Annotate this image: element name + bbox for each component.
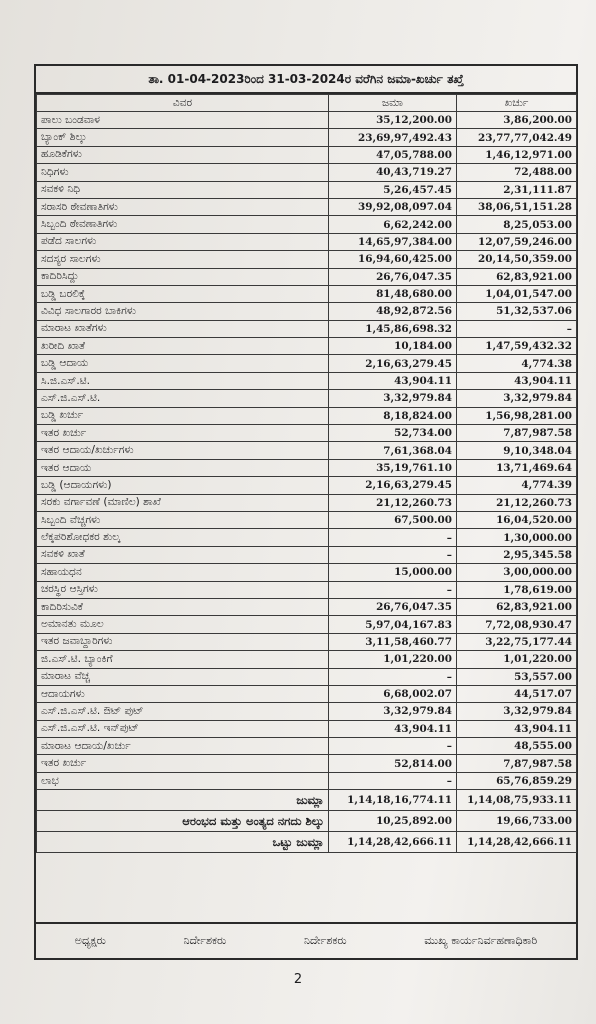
row-receipt: –: [329, 738, 457, 755]
table-row: [37, 616, 577, 633]
row-label: ಪಾಲು ಬಂಡವಾಳ: [37, 112, 329, 129]
table-header-row: [37, 95, 577, 112]
row-receipt: 35,12,200.00: [329, 112, 457, 129]
row-payment: 12,07,59,246.00: [457, 233, 577, 250]
table-row: [37, 233, 577, 250]
row-label: ಆರಂಭದ ಮತ್ತು ಅಂತ್ಯದ ನಗದು ಶಿಲ್ಕು: [37, 811, 329, 832]
row-receipt: 35,19,761.10: [329, 459, 457, 476]
statement-title: ತಾ. 01-04-2023ರಿಂದ 31-03-2024ರ ವರೆಗಿನ ಜಮಾ-ಖರ್ಚು ತಖ್ತೆ: [36, 66, 576, 94]
row-label: ಇತರ ಖರ್ಚು: [37, 425, 329, 442]
table-row: [37, 738, 577, 755]
row-payment: 23,77,77,042.49: [457, 129, 577, 146]
table-row: [37, 390, 577, 407]
row-label: ಸಿ.ಜಿ.ಎಸ್.ಟಿ.: [37, 372, 329, 389]
table-row: [37, 268, 577, 285]
row-label: ಸವಕಳಿ ನಿಧಿ: [37, 181, 329, 198]
table-body: [37, 112, 577, 853]
row-label: ಸಿಬ್ಬಂದಿ ವೆಚ್ಚಗಳು: [37, 511, 329, 528]
row-payment: 3,00,000.00: [457, 564, 577, 581]
table-row: [37, 511, 577, 528]
row-payment: 48,555.00: [457, 738, 577, 755]
row-payment: 3,22,75,177.44: [457, 633, 577, 650]
table-row: [37, 477, 577, 494]
table-row: [37, 303, 577, 320]
row-label: ಎಸ್.ಜಿ.ಎಸ್.ಟಿ. ಇನ್‌ಪುಟ್: [37, 720, 329, 737]
row-receipt: 7,61,368.04: [329, 442, 457, 459]
row-label: ಸರಾಸರಿ ಠೇವಣಾತಿಗಳು: [37, 198, 329, 215]
table-row: [37, 668, 577, 685]
row-label: ಇತರ ಖರ್ಚು: [37, 755, 329, 772]
row-payment: 1,14,08,75,933.11: [457, 790, 577, 811]
row-label: ಬಡ್ಡಿ (ಆದಾಯಗಳು): [37, 477, 329, 494]
row-label: ಸರಕು ವರ್ಗಾವಣೆ (ಮಾಣಿಲ) ಶಾಖೆ: [37, 494, 329, 511]
row-payment: 65,76,859.29: [457, 772, 577, 789]
row-payment: 1,01,220.00: [457, 651, 577, 668]
row-label: ಸವಕಳಿ ಖಾತೆ: [37, 546, 329, 563]
table-row: [37, 129, 577, 146]
row-payment: 4,774.38: [457, 355, 577, 372]
row-label: ಮಾರಾಟ ಖಾತೆಗಳು: [37, 320, 329, 337]
table-row: [37, 251, 577, 268]
row-label: ಸದಸ್ಯರ ಸಾಲಗಳು: [37, 251, 329, 268]
row-label: ಎಸ್.ಜಿ.ಎಸ್.ಟಿ. ಔಟ್ ಪುಟ್: [37, 703, 329, 720]
row-payment: 4,774.39: [457, 477, 577, 494]
row-label: ಒಟ್ಟು ಜುಮ್ಲಾ: [37, 832, 329, 853]
row-payment: 7,87,987.58: [457, 425, 577, 442]
row-payment: 43,904.11: [457, 372, 577, 389]
row-label: ಬಡ್ಡಿ ಖರ್ಚು: [37, 407, 329, 424]
row-payment: 7,87,987.58: [457, 755, 577, 772]
row-label: ಬಡ್ಡಿ ಆದಾಯ: [37, 355, 329, 372]
row-label: ಪಡೆದ ಸಾಲಗಳು: [37, 233, 329, 250]
row-receipt: 23,69,97,492.43: [329, 129, 457, 146]
table-row: [37, 338, 577, 355]
row-payment: 1,78,619.00: [457, 581, 577, 598]
row-label: ಇತರ ಆದಾಯ: [37, 459, 329, 476]
table-row: [37, 494, 577, 511]
row-payment: 72,488.00: [457, 164, 577, 181]
row-receipt: 5,97,04,167.83: [329, 616, 457, 633]
row-label: ಆದಾಯಗಳು: [37, 685, 329, 702]
table-row: [37, 772, 577, 789]
row-payment: 8,25,053.00: [457, 216, 577, 233]
row-receipt: 1,14,28,42,666.11: [329, 832, 457, 853]
row-payment: 7,72,08,930.47: [457, 616, 577, 633]
row-label: ಬ್ಯಾಂಕ್ ಶಿಲ್ಕು: [37, 129, 329, 146]
row-label: ಕಾದಿರಿಸುವಿಕೆ: [37, 598, 329, 615]
row-label: ಸಹಾಯಧನ: [37, 564, 329, 581]
row-receipt: 6,68,002.07: [329, 685, 457, 702]
table-row: [37, 112, 577, 129]
row-receipt: 2,16,63,279.45: [329, 355, 457, 372]
receipts-payments-table: [36, 94, 577, 853]
row-payment: 1,30,000.00: [457, 529, 577, 546]
row-label: ಅಮಾನತು ಮೂಲ: [37, 616, 329, 633]
row-receipt: 8,18,824.00: [329, 407, 457, 424]
row-receipt: 10,184.00: [329, 338, 457, 355]
row-payment: 1,14,28,42,666.11: [457, 832, 577, 853]
signatory-president: ಅಧ್ಯಕ್ಷರು: [74, 934, 106, 947]
row-receipt: 16,94,60,425.00: [329, 251, 457, 268]
row-payment: 62,83,921.00: [457, 268, 577, 285]
row-receipt: 26,76,047.35: [329, 598, 457, 615]
row-receipt: 39,92,08,097.04: [329, 198, 457, 215]
row-payment: 3,86,200.00: [457, 112, 577, 129]
header-particulars: ವಿವರ: [37, 95, 329, 112]
row-payment: 3,32,979.84: [457, 703, 577, 720]
row-label: ಇತರ ಆದಾಯ/ಖರ್ಚುಗಳು: [37, 442, 329, 459]
row-payment: 16,04,520.00: [457, 511, 577, 528]
table-row: [37, 198, 577, 215]
table-row: [37, 720, 577, 737]
row-label: ಹೂಡಿಕೆಗಳು: [37, 146, 329, 163]
row-receipt: 3,11,58,460.77: [329, 633, 457, 650]
row-receipt: 5,26,457.45: [329, 181, 457, 198]
row-receipt: 3,32,979.84: [329, 390, 457, 407]
row-payment: 2,95,345.58: [457, 546, 577, 563]
row-receipt: 67,500.00: [329, 511, 457, 528]
table-row: [37, 320, 577, 337]
table-row: [37, 355, 577, 372]
row-receipt: –: [329, 581, 457, 598]
total-row: [37, 832, 577, 853]
row-receipt: 1,01,220.00: [329, 651, 457, 668]
row-receipt: 43,904.11: [329, 372, 457, 389]
row-label: ಇತರ ಜವಾಬ್ದಾರಿಗಳು: [37, 633, 329, 650]
row-payment: 3,32,979.84: [457, 390, 577, 407]
page-number: 2: [293, 972, 303, 987]
table-row: [37, 146, 577, 163]
row-label: ಜುಮ್ಲಾ: [37, 790, 329, 811]
table-row: [37, 285, 577, 302]
row-label: ವಿವಿಧ ಸಾಲಗಾರರ ಬಾಕಿಗಳು: [37, 303, 329, 320]
table-row: [37, 529, 577, 546]
row-payment: 1,46,12,971.00: [457, 146, 577, 163]
row-label: ಬಡ್ಡಿ ಬರಲಿಕ್ಕೆ: [37, 285, 329, 302]
row-receipt: –: [329, 529, 457, 546]
table-row: [37, 633, 577, 650]
table-row: [37, 685, 577, 702]
table-row: [37, 181, 577, 198]
row-payment: 19,66,733.00: [457, 811, 577, 832]
row-label: ಜಿ.ಎಸ್.ಟಿ. ಬ್ಯಾಂಕಿಗೆ: [37, 651, 329, 668]
row-receipt: 21,12,260.73: [329, 494, 457, 511]
row-receipt: 81,48,680.00: [329, 285, 457, 302]
table-row: [37, 651, 577, 668]
row-label: ಖರೀದಿ ಖಾತೆ: [37, 338, 329, 355]
row-label: ಕಾದಿರಿಸಿದ್ದು: [37, 268, 329, 285]
signature-row: [36, 922, 576, 958]
table-row: [37, 546, 577, 563]
row-receipt: –: [329, 772, 457, 789]
table-row: [37, 425, 577, 442]
row-receipt: 47,05,788.00: [329, 146, 457, 163]
row-label: ಲಾಭ: [37, 772, 329, 789]
row-receipt: 52,814.00: [329, 755, 457, 772]
total-row: [37, 811, 577, 832]
row-label: ಸಿಬ್ಬಂದಿ ಠೇವಣಾತಿಗಳು: [37, 216, 329, 233]
row-payment: 51,32,537.06: [457, 303, 577, 320]
row-payment: 43,904.11: [457, 720, 577, 737]
table-row: [37, 216, 577, 233]
row-payment: 53,557.00: [457, 668, 577, 685]
table-row: [37, 407, 577, 424]
table-row: [37, 598, 577, 615]
row-payment: 1,47,59,432.32: [457, 338, 577, 355]
row-payment: –: [457, 320, 577, 337]
row-payment: 13,71,469.64: [457, 459, 577, 476]
row-receipt: 43,904.11: [329, 720, 457, 737]
row-receipt: 48,92,872.56: [329, 303, 457, 320]
signatory-director-2: ನಿರ್ದೇಶಕರು: [303, 934, 347, 947]
row-payment: 38,06,51,151.28: [457, 198, 577, 215]
row-receipt: 52,734.00: [329, 425, 457, 442]
row-label: ಮಾರಾಟ ವೆಚ್ಚ: [37, 668, 329, 685]
header-receipts: ಜಮಾ: [329, 95, 457, 112]
table-row: [37, 581, 577, 598]
table-row: [37, 755, 577, 772]
statement-frame: [34, 64, 578, 960]
row-payment: 44,517.07: [457, 685, 577, 702]
row-payment: 62,83,921.00: [457, 598, 577, 615]
row-receipt: 2,16,63,279.45: [329, 477, 457, 494]
row-label: ಚರಸ್ಥಿರ ಆಸ್ತಿಗಳು: [37, 581, 329, 598]
row-label: ಲೆಕ್ಕಪರಿಶೋಧಕರ ಶುಲ್ಕ: [37, 529, 329, 546]
table-row: [37, 459, 577, 476]
row-receipt: 3,32,979.84: [329, 703, 457, 720]
row-receipt: –: [329, 546, 457, 563]
row-payment: 9,10,348.04: [457, 442, 577, 459]
row-receipt: 6,62,242.00: [329, 216, 457, 233]
row-receipt: 15,000.00: [329, 564, 457, 581]
row-receipt: 40,43,719.27: [329, 164, 457, 181]
row-receipt: 26,76,047.35: [329, 268, 457, 285]
row-receipt: 1,45,86,698.32: [329, 320, 457, 337]
table-row: [37, 372, 577, 389]
row-payment: 20,14,50,359.00: [457, 251, 577, 268]
table-row: [37, 164, 577, 181]
row-receipt: 14,65,97,384.00: [329, 233, 457, 250]
total-row: [37, 790, 577, 811]
row-receipt: 10,25,892.00: [329, 811, 457, 832]
row-receipt: –: [329, 668, 457, 685]
row-label: ಎಸ್.ಜಿ.ಎಸ್.ಟಿ.: [37, 390, 329, 407]
signatory-director-1: ನಿರ್ದೇಶಕರು: [183, 934, 227, 947]
table-row: [37, 703, 577, 720]
row-label: ಮಾರಾಟ ಆದಾಯ/ಖರ್ಚು: [37, 738, 329, 755]
header-payments: ಖರ್ಚು: [457, 95, 577, 112]
table-row: [37, 564, 577, 581]
row-label: ನಿಧಿಗಳು: [37, 164, 329, 181]
table-row: [37, 442, 577, 459]
row-receipt: 1,14,18,16,774.11: [329, 790, 457, 811]
row-payment: 21,12,260.73: [457, 494, 577, 511]
row-payment: 1,56,98,281.00: [457, 407, 577, 424]
row-payment: 2,31,111.87: [457, 181, 577, 198]
row-payment: 1,04,01,547.00: [457, 285, 577, 302]
signatory-ceo: ಮುಖ್ಯ ಕಾರ್ಯನಿರ್ವಹಣಾಧಿಕಾರಿ: [424, 934, 538, 947]
